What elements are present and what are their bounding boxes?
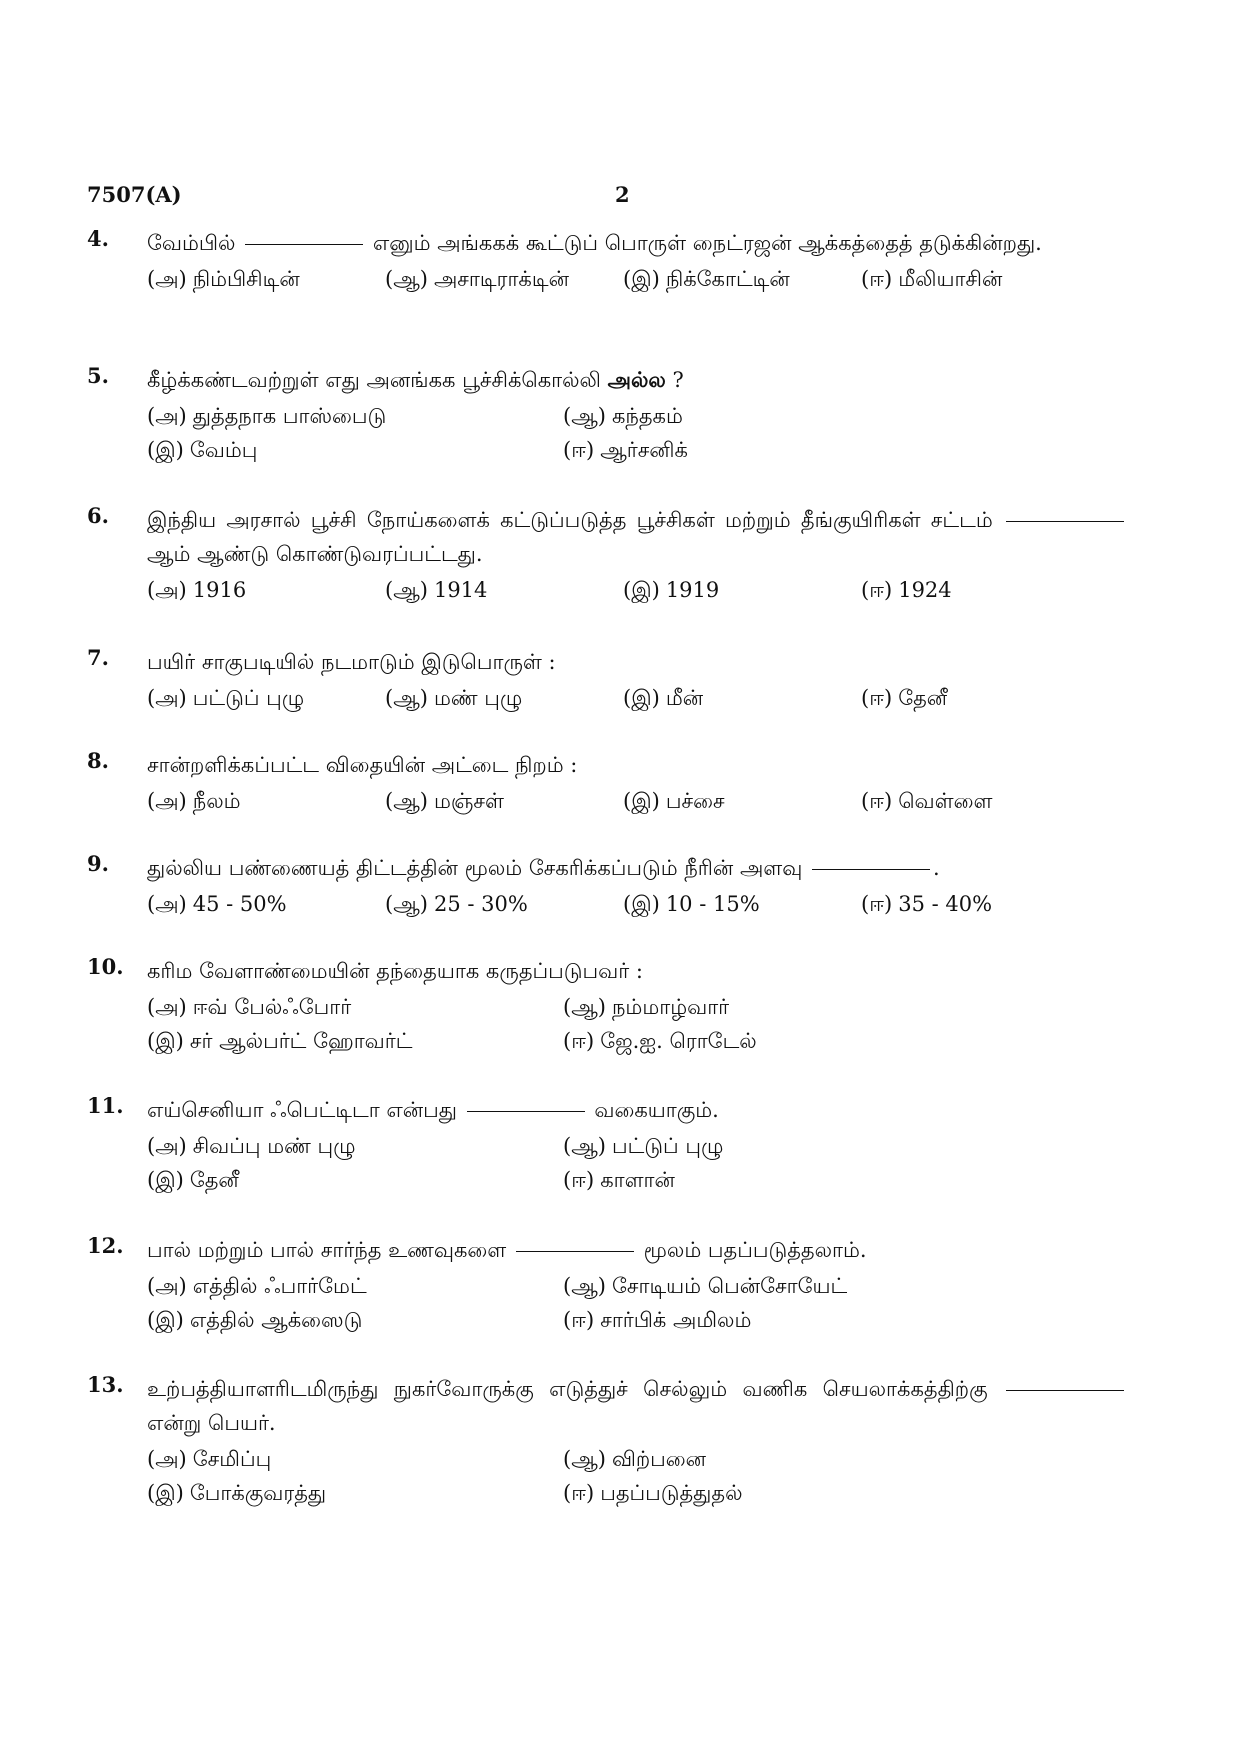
option-a: (அ) சிவப்பு மண் புழு xyxy=(147,1134,356,1158)
option-a: (அ) ஈவ் பேல்ஃபோர் xyxy=(147,995,352,1019)
option-d: (ஈ) 1924 xyxy=(861,578,952,602)
question-12 xyxy=(87,1233,1127,1337)
option-c: (இ) பச்சை xyxy=(623,789,725,813)
option-c: (இ) வேம்பு xyxy=(147,438,258,462)
question-text: பால் மற்றும் பால் சார்ந்த உணவுகளை மூலம் பதப்படுத்தலாம். xyxy=(147,1238,867,1262)
option-b: (ஆ) மண் புழு xyxy=(385,686,523,710)
emphasis-word: அல்ல xyxy=(607,367,666,392)
question-6 xyxy=(87,503,1127,607)
answer-blank xyxy=(467,1111,585,1112)
option-b: (ஆ) சோடியம் பென்சோயேட் xyxy=(563,1274,848,1298)
question-text: எய்செனியா ஃபெட்டிடா என்பது வகையாகும். xyxy=(147,1098,719,1122)
option-c: (இ) நிக்கோட்டின் xyxy=(623,267,790,291)
answer-blank xyxy=(1006,1390,1124,1391)
option-b: (ஆ) 1914 xyxy=(385,578,488,602)
option-c: (இ) 1919 xyxy=(623,578,720,602)
question-7 xyxy=(87,645,1127,715)
option-c: (இ) 10 - 15% xyxy=(623,892,760,916)
option-d: (ஈ) மீலியாசின் xyxy=(861,267,1003,291)
option-a: (அ) 1916 xyxy=(147,578,247,602)
question-number: 12. xyxy=(87,1233,124,1258)
question-text: பயிர் சாகுபடியில் நடமாடும் இடுபொருள் : xyxy=(147,650,556,674)
question-text: வேம்பில் எனும் அங்ககக் கூட்டுப் பொருள் நைட்ரஜன் ஆக்கத்தைத் தடுக்கின்றது. xyxy=(147,231,1042,255)
options xyxy=(147,784,1127,818)
option-b: (ஆ) 25 - 30% xyxy=(385,892,528,916)
question-text: உற்பத்தியாளரிடமிருந்து நுகர்வோருக்கு எடுத்துச் செல்லும் வணிக செயலாக்கத்திற்கு என்று பெயர். xyxy=(147,1372,1127,1440)
question-5 xyxy=(87,363,1127,467)
option-b: (ஆ) கந்தகம் xyxy=(563,404,683,428)
option-a: (அ) 45 - 50% xyxy=(147,892,287,916)
question-number: 4. xyxy=(87,226,109,251)
question-13 xyxy=(87,1372,1127,1510)
option-d: (ஈ) ஜே.ஐ. ரொடேல் xyxy=(563,1029,757,1053)
page-number: 2 xyxy=(615,182,630,207)
option-d: (ஈ) ஆர்சனிக் xyxy=(563,438,688,462)
option-c: (இ) மீன் xyxy=(623,686,704,710)
question-text: கீழ்க்கண்டவற்றுள் எது அனங்கக பூச்சிக்கொல்லி அல்ல ? xyxy=(147,367,684,392)
question-number: 10. xyxy=(87,954,124,979)
paper-code: 7507(A) xyxy=(87,182,182,207)
option-d: (ஈ) வெள்ளை xyxy=(861,789,993,813)
option-a: (அ) நீலம் xyxy=(147,789,241,813)
question-text: கரிம வேளாண்மையின் தந்தையாக கருதப்படுபவர் : xyxy=(147,959,643,983)
option-d: (ஈ) பதப்படுத்துதல் xyxy=(563,1481,743,1505)
options xyxy=(147,1442,1127,1510)
option-c: (இ) எத்தில் ஆக்ஸைடு xyxy=(147,1308,363,1332)
option-d: (ஈ) காளான் xyxy=(563,1168,675,1192)
page-header xyxy=(87,182,1127,212)
option-a: (அ) துத்தநாக பாஸ்பைடு xyxy=(147,404,387,428)
option-d: (ஈ) தேனீ xyxy=(861,686,948,710)
answer-blank xyxy=(516,1251,634,1252)
option-c: (இ) தேனீ xyxy=(147,1168,239,1192)
options xyxy=(147,681,1127,715)
question-9 xyxy=(87,851,1127,921)
question-8 xyxy=(87,748,1127,818)
options xyxy=(147,1129,1127,1197)
option-b: (ஆ) விற்பனை xyxy=(563,1447,707,1471)
options xyxy=(147,990,1127,1058)
question-text: இந்திய அரசால் பூச்சி நோய்களைக் கட்டுப்படுத்த பூச்சிகள் மற்றும் தீங்குயிரிகள் சட்டம் ஆம் ஆண்டு கொண்டுவரப்பட்டது. xyxy=(147,503,1127,571)
question-number: 8. xyxy=(87,748,109,773)
option-b: (ஆ) அசாடிராக்டின் xyxy=(385,267,569,291)
question-number: 7. xyxy=(87,645,109,670)
question-number: 6. xyxy=(87,503,109,528)
option-a: (அ) சேமிப்பு xyxy=(147,1447,272,1471)
question-11 xyxy=(87,1093,1127,1197)
option-a: (அ) எத்தில் ஃபார்மேட் xyxy=(147,1274,367,1298)
options xyxy=(147,399,1127,467)
option-d: (ஈ) 35 - 40% xyxy=(861,892,993,916)
option-a: (அ) பட்டுப் புழு xyxy=(147,686,305,710)
option-c: (இ) சர் ஆல்பர்ட் ஹோவர்ட் xyxy=(147,1029,413,1053)
answer-blank xyxy=(1006,521,1124,522)
question-10 xyxy=(87,954,1127,1058)
answer-blank xyxy=(245,244,363,245)
option-b: (ஆ) மஞ்சள் xyxy=(385,789,504,813)
option-b: (ஆ) நம்மாழ்வார் xyxy=(563,995,730,1019)
options xyxy=(147,262,1127,296)
question-number: 5. xyxy=(87,363,109,388)
options xyxy=(147,1269,1127,1337)
question-number: 9. xyxy=(87,851,109,876)
option-a: (அ) நிம்பிசிடின் xyxy=(147,267,300,291)
options xyxy=(147,573,1127,607)
question-number: 13. xyxy=(87,1372,124,1397)
option-d: (ஈ) சார்பிக் அமிலம் xyxy=(563,1308,752,1332)
options xyxy=(147,887,1127,921)
question-text: சான்றளிக்கப்பட்ட விதையின் அட்டை நிறம் : xyxy=(147,753,578,777)
option-c: (இ) போக்குவரத்து xyxy=(147,1481,327,1505)
answer-blank xyxy=(812,869,930,870)
question-text: துல்லிய பண்ணையத் திட்டத்தின் மூலம் சேகரிக்கப்படும் நீரின் அளவு . xyxy=(147,856,940,880)
question-4 xyxy=(87,226,1127,296)
question-number: 11. xyxy=(87,1093,124,1118)
option-b: (ஆ) பட்டுப் புழு xyxy=(563,1134,724,1158)
